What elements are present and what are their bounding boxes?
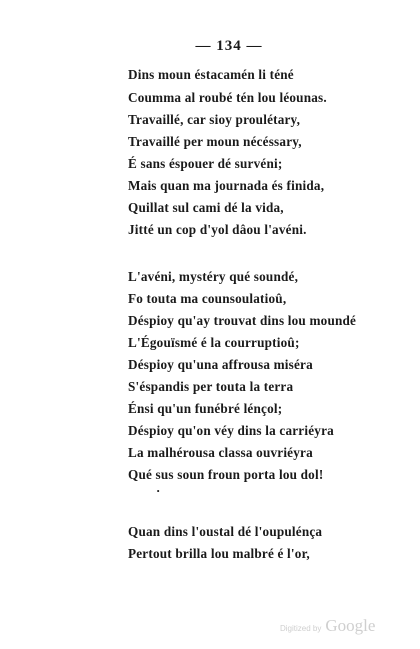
google-logo: Google (325, 616, 376, 635)
verse-line: L'Égouïsmé é la courruptioû; (128, 335, 300, 350)
verse-line: Déspioy qu'una affrousa miséra (128, 357, 313, 372)
ink-speck: · (156, 483, 161, 498)
verse-line: Fo touta ma counsoulatioû, (128, 291, 287, 306)
verse-line: Travaillé, car sioy proulétary, (128, 112, 301, 127)
verse-line: La malhérousa classa ouvriéyra (128, 445, 313, 460)
verse-line: Pertout brilla lou malbré é l'or, (128, 546, 310, 561)
verse-line: Qué sus soun froun porta lou dol! (128, 467, 324, 482)
verse-line: Coumma al roubé tén lou léounas. (128, 90, 327, 105)
digitization-watermark (280, 616, 375, 636)
verse-line: Dins moun éstacamén li téné (128, 67, 294, 82)
watermark-prefix: Digitized by (280, 624, 322, 633)
verse-line: L'avéni, mystéry qué soundé, (128, 269, 299, 284)
verse-line: É sans éspouer dé survéni; (128, 156, 283, 171)
verse-line: Jitté un cop d'yol dâou l'avéni. (128, 222, 307, 237)
verse-line: Déspioy qu'ay trouvat dins lou moundé (128, 313, 357, 328)
verse-line: Déspioy qu'on véy dins la carriéyra (128, 423, 334, 438)
verse-line: Travaillé per moun nécéssary, (128, 134, 302, 149)
verse-line: Mais quan ma journada és finida, (128, 178, 325, 193)
verse-line: Quillat sul cami dé la vida, (128, 200, 284, 215)
page-number: — 134 — (195, 38, 263, 54)
verse-line: Quan dins l'oustal dé l'oupulénça (128, 524, 323, 539)
verse-line: Énsi qu'un funébré lénçol; (128, 401, 283, 416)
verse-line: S'éspandis per touta la terra (128, 379, 294, 394)
page-number-header (0, 38, 420, 55)
